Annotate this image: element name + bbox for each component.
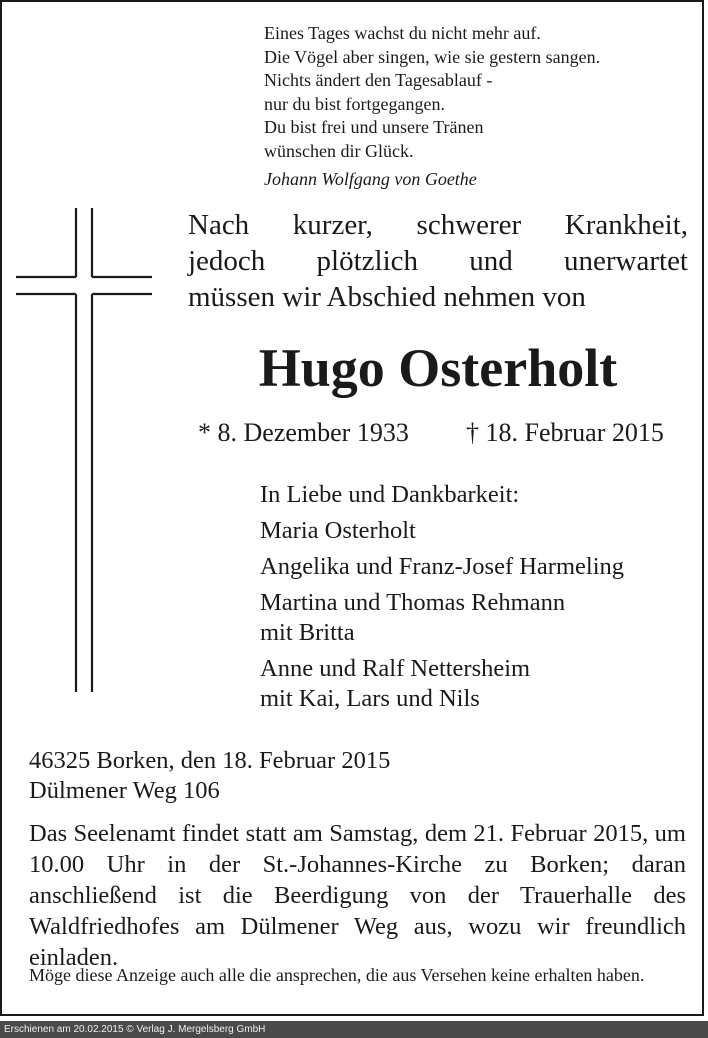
mourner-line: Anne und Ralf Nettersheim xyxy=(260,655,531,682)
mourner-line: Maria Osterholt xyxy=(260,517,416,544)
mourners-heading-group xyxy=(260,480,624,510)
mourner-line: mit Britta xyxy=(260,619,355,646)
intro-line: jedoch plötzlich und unerwartet xyxy=(188,245,688,277)
mourner-line: mit Kai, Lars und Nils xyxy=(260,685,480,712)
mourner-group xyxy=(260,552,624,582)
publication-footer: Erschienen am 20.02.2015 © Verlag J. Mergelsberg GmbH xyxy=(0,1021,708,1038)
intro-line: müssen wir Abschied nehmen von xyxy=(188,281,586,313)
address-block xyxy=(29,746,390,806)
mourner-line: Angelika und Franz-Josef Harmeling xyxy=(260,553,624,580)
poem-line: Nichts ändert den Tagesablauf - xyxy=(264,70,493,91)
mourner-group xyxy=(260,516,624,546)
street-address: Dülmener Weg 106 xyxy=(29,777,220,804)
mourner-line: Martina und Thomas Rehmann xyxy=(260,589,566,616)
mourner-group xyxy=(260,588,624,648)
service-announcement: Das Seelenamt findet statt am Samstag, dem 21. Februar 2015, um 10.00 Uhr in der St.-Johannes-Kirche zu Borken; daran anschließend ist die Beerdigung von der Trauerhalle des Waldfriedhofes am Dülmener Weg aus, wozu wir freundlich einladen. xyxy=(29,820,686,971)
mourners-list xyxy=(260,480,624,720)
poem-line: Eines Tages wachst du nicht mehr auf. xyxy=(264,23,541,43)
poem-line: wünschen dir Glück. xyxy=(264,140,414,161)
death-date: † 18. Februar 2015 xyxy=(466,418,664,447)
birth-date: * 8. Dezember 1933 xyxy=(198,418,409,447)
poem xyxy=(264,22,600,191)
poem-line: nur du bist fortgegangen. xyxy=(264,93,445,114)
intro-text xyxy=(188,207,688,315)
intro-line: Nach kurzer, schwerer Krankheit, xyxy=(188,209,688,241)
poem-line: Die Vögel aber singen, wie sie gestern sangen. xyxy=(264,46,601,67)
place-and-date: 46325 Borken, den 18. Februar 2015 xyxy=(29,747,391,774)
closing-note: Möge diese Anzeige auch alle die ansprechen, die aus Versehen keine erhalten haben. xyxy=(29,965,645,985)
deceased-name: Hugo Osterholt xyxy=(258,338,618,398)
poem-author: Johann Wolfgang von Goethe xyxy=(264,168,477,189)
mourners-heading: In Liebe und Dankbarkeit: xyxy=(260,481,520,508)
poem-line: Du bist frei und unsere Tränen xyxy=(264,117,484,138)
cross-icon xyxy=(16,208,152,692)
mourner-group xyxy=(260,654,624,714)
